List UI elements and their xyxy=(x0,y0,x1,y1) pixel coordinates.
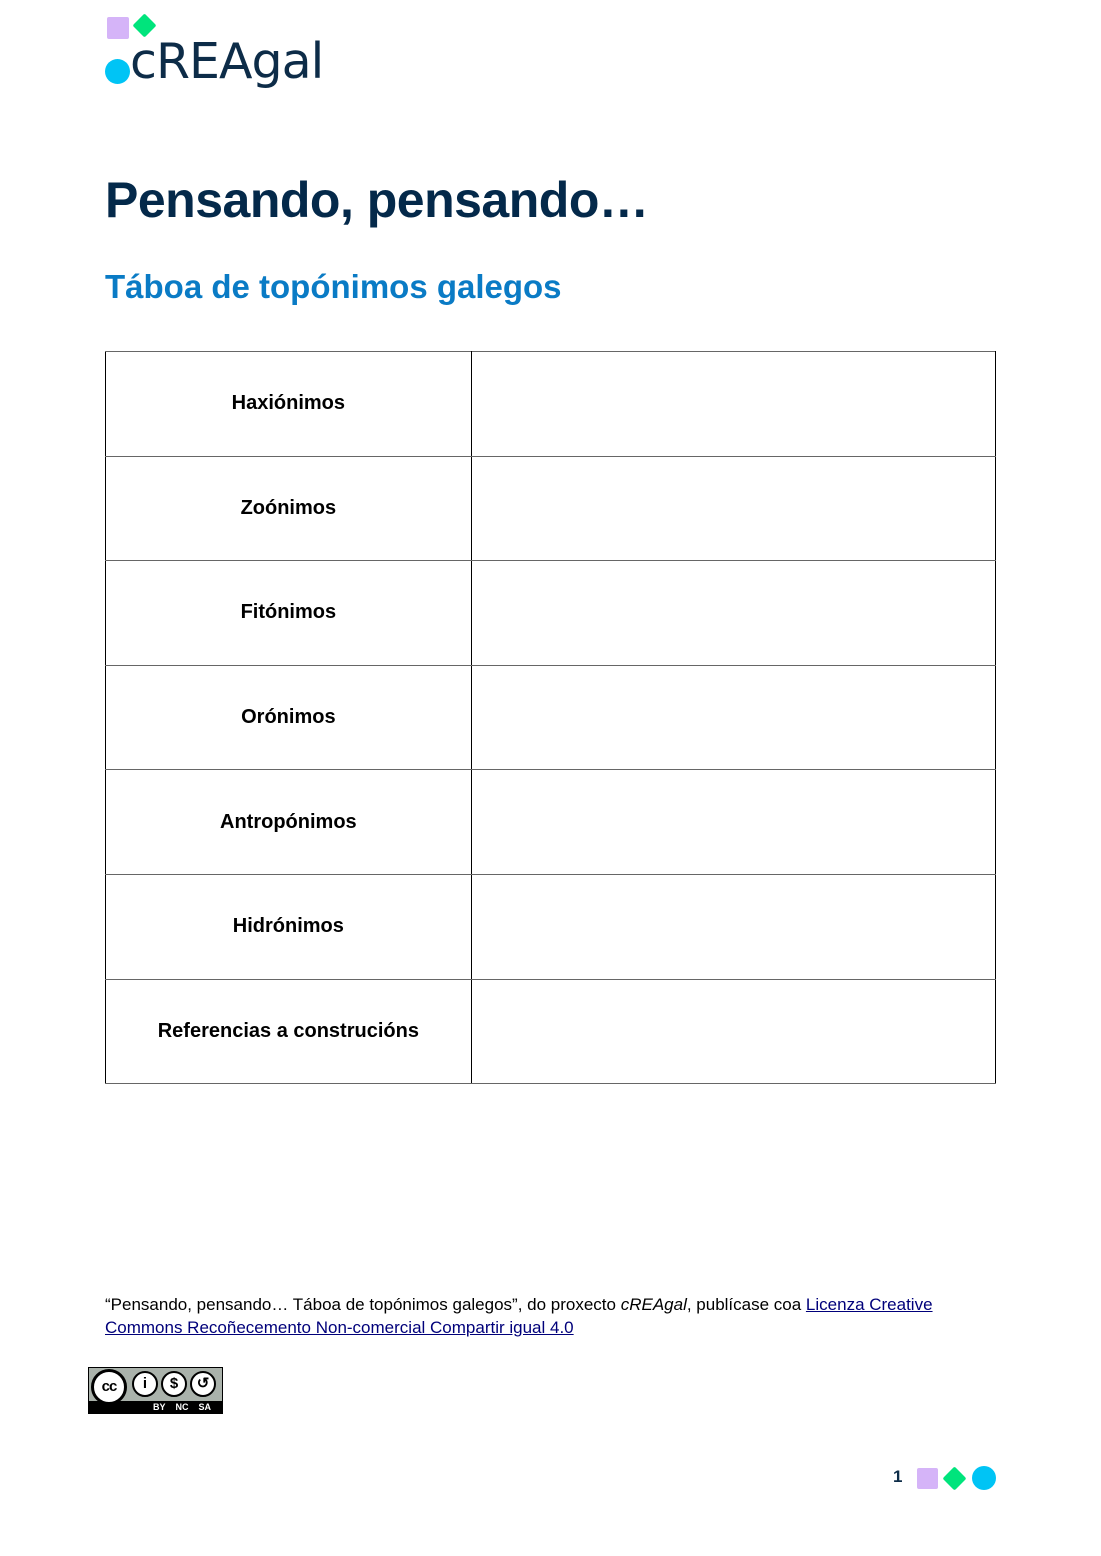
row-label: Antropónimos xyxy=(106,770,472,875)
answer-cell[interactable] xyxy=(471,352,995,457)
cc-badge-labels xyxy=(88,1401,223,1414)
logo-wordmark: cREAgal xyxy=(130,33,324,90)
nc-label: NC xyxy=(175,1402,189,1412)
answer-cell[interactable] xyxy=(471,561,995,666)
footer-diamond-icon xyxy=(942,1466,966,1490)
table-row xyxy=(106,561,996,666)
table-row xyxy=(106,456,996,561)
logo-square-icon xyxy=(107,17,129,39)
answer-cell[interactable] xyxy=(471,979,995,1084)
sharealike-icon: ↺ xyxy=(190,1371,216,1397)
table-row xyxy=(106,770,996,875)
credit-project: cREAgal xyxy=(620,1295,687,1314)
cc-icon: cc xyxy=(91,1369,127,1405)
page-number: 1 xyxy=(893,1467,903,1486)
row-label: Fitónimos xyxy=(106,561,472,666)
toponym-table xyxy=(105,351,996,1084)
page-footer xyxy=(890,1465,1000,1493)
table-row xyxy=(106,352,996,457)
license-link[interactable]: Licenza Creative Commons Recoñecemento Non-comercial Compartir igual 4.0 xyxy=(105,1295,933,1337)
page-subtitle: Táboa de topónimos galegos xyxy=(105,268,562,305)
answer-cell[interactable] xyxy=(471,665,995,770)
noncommercial-icon: $ xyxy=(161,1371,187,1397)
credit-middle: , publícase coa xyxy=(686,1295,806,1314)
attribution-icon: i xyxy=(132,1371,158,1397)
license-credit xyxy=(105,1293,1005,1339)
row-label: Hidrónimos xyxy=(106,874,472,979)
table-row xyxy=(106,874,996,979)
cc-license-badge[interactable] xyxy=(88,1367,223,1414)
row-label: Haxiónimos xyxy=(106,352,472,457)
sa-label: SA xyxy=(198,1402,211,1412)
by-label: BY xyxy=(152,1402,166,1412)
page-title: Pensando, pensando… xyxy=(105,172,649,228)
row-label: Zoónimos xyxy=(106,456,472,561)
answer-cell[interactable] xyxy=(471,456,995,561)
table-row xyxy=(106,979,996,1084)
table-row xyxy=(106,665,996,770)
logo-circle-icon xyxy=(105,59,130,84)
footer-square-icon xyxy=(917,1468,938,1489)
answer-cell[interactable] xyxy=(471,874,995,979)
creagal-logo xyxy=(105,14,325,90)
footer-circle-icon xyxy=(972,1466,996,1490)
credit-prefix: “Pensando, pensando… Táboa de topónimos galegos”, do proxecto xyxy=(105,1295,621,1314)
row-label: Referencias a construcións xyxy=(106,979,472,1084)
row-label: Orónimos xyxy=(106,665,472,770)
answer-cell[interactable] xyxy=(471,770,995,875)
